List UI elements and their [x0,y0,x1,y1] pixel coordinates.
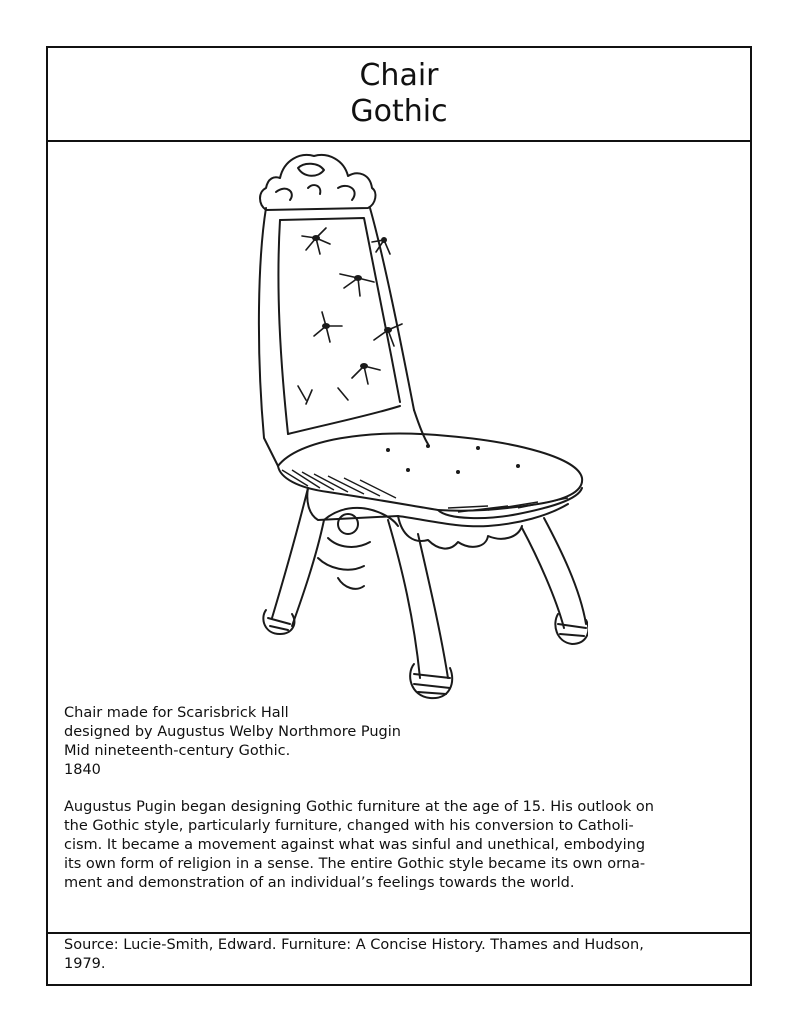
description-line: cism. It became a movement against what was sinful and unethical, embodying [64,837,646,853]
caption-line: Mid nineteenth-century Gothic. [64,743,291,759]
caption-line: 1840 [64,762,101,778]
title-line-2: Gothic [350,94,448,129]
description-line: ment and demonstration of an individual’s feelings towards the world. [64,875,575,891]
description-line: the Gothic style, particularly furniture, changed with his conversion to Catholi- [64,818,634,834]
description-line: Augustus Pugin began designing Gothic furniture at the age of 15. His outlook on [64,799,654,815]
caption [64,704,744,780]
title-line-1: Chair [359,58,439,93]
description-line: its own form of religion in a sense. The entire Gothic style became its own orna- [64,856,646,872]
description-paragraph [64,798,740,893]
title-box [48,48,750,142]
caption-line: designed by Augustus Welby Northmore Pugin [64,724,401,740]
source-citation [48,932,750,984]
page-frame [46,46,752,986]
source-line: Source: Lucie-Smith, Edward. Furniture: A Concise History. Thames and Hudson, [64,937,644,953]
source-line: 1979. [64,956,106,972]
chair-drawing-illustration [188,148,588,708]
caption-line: Chair made for Scarisbrick Hall [64,705,289,721]
